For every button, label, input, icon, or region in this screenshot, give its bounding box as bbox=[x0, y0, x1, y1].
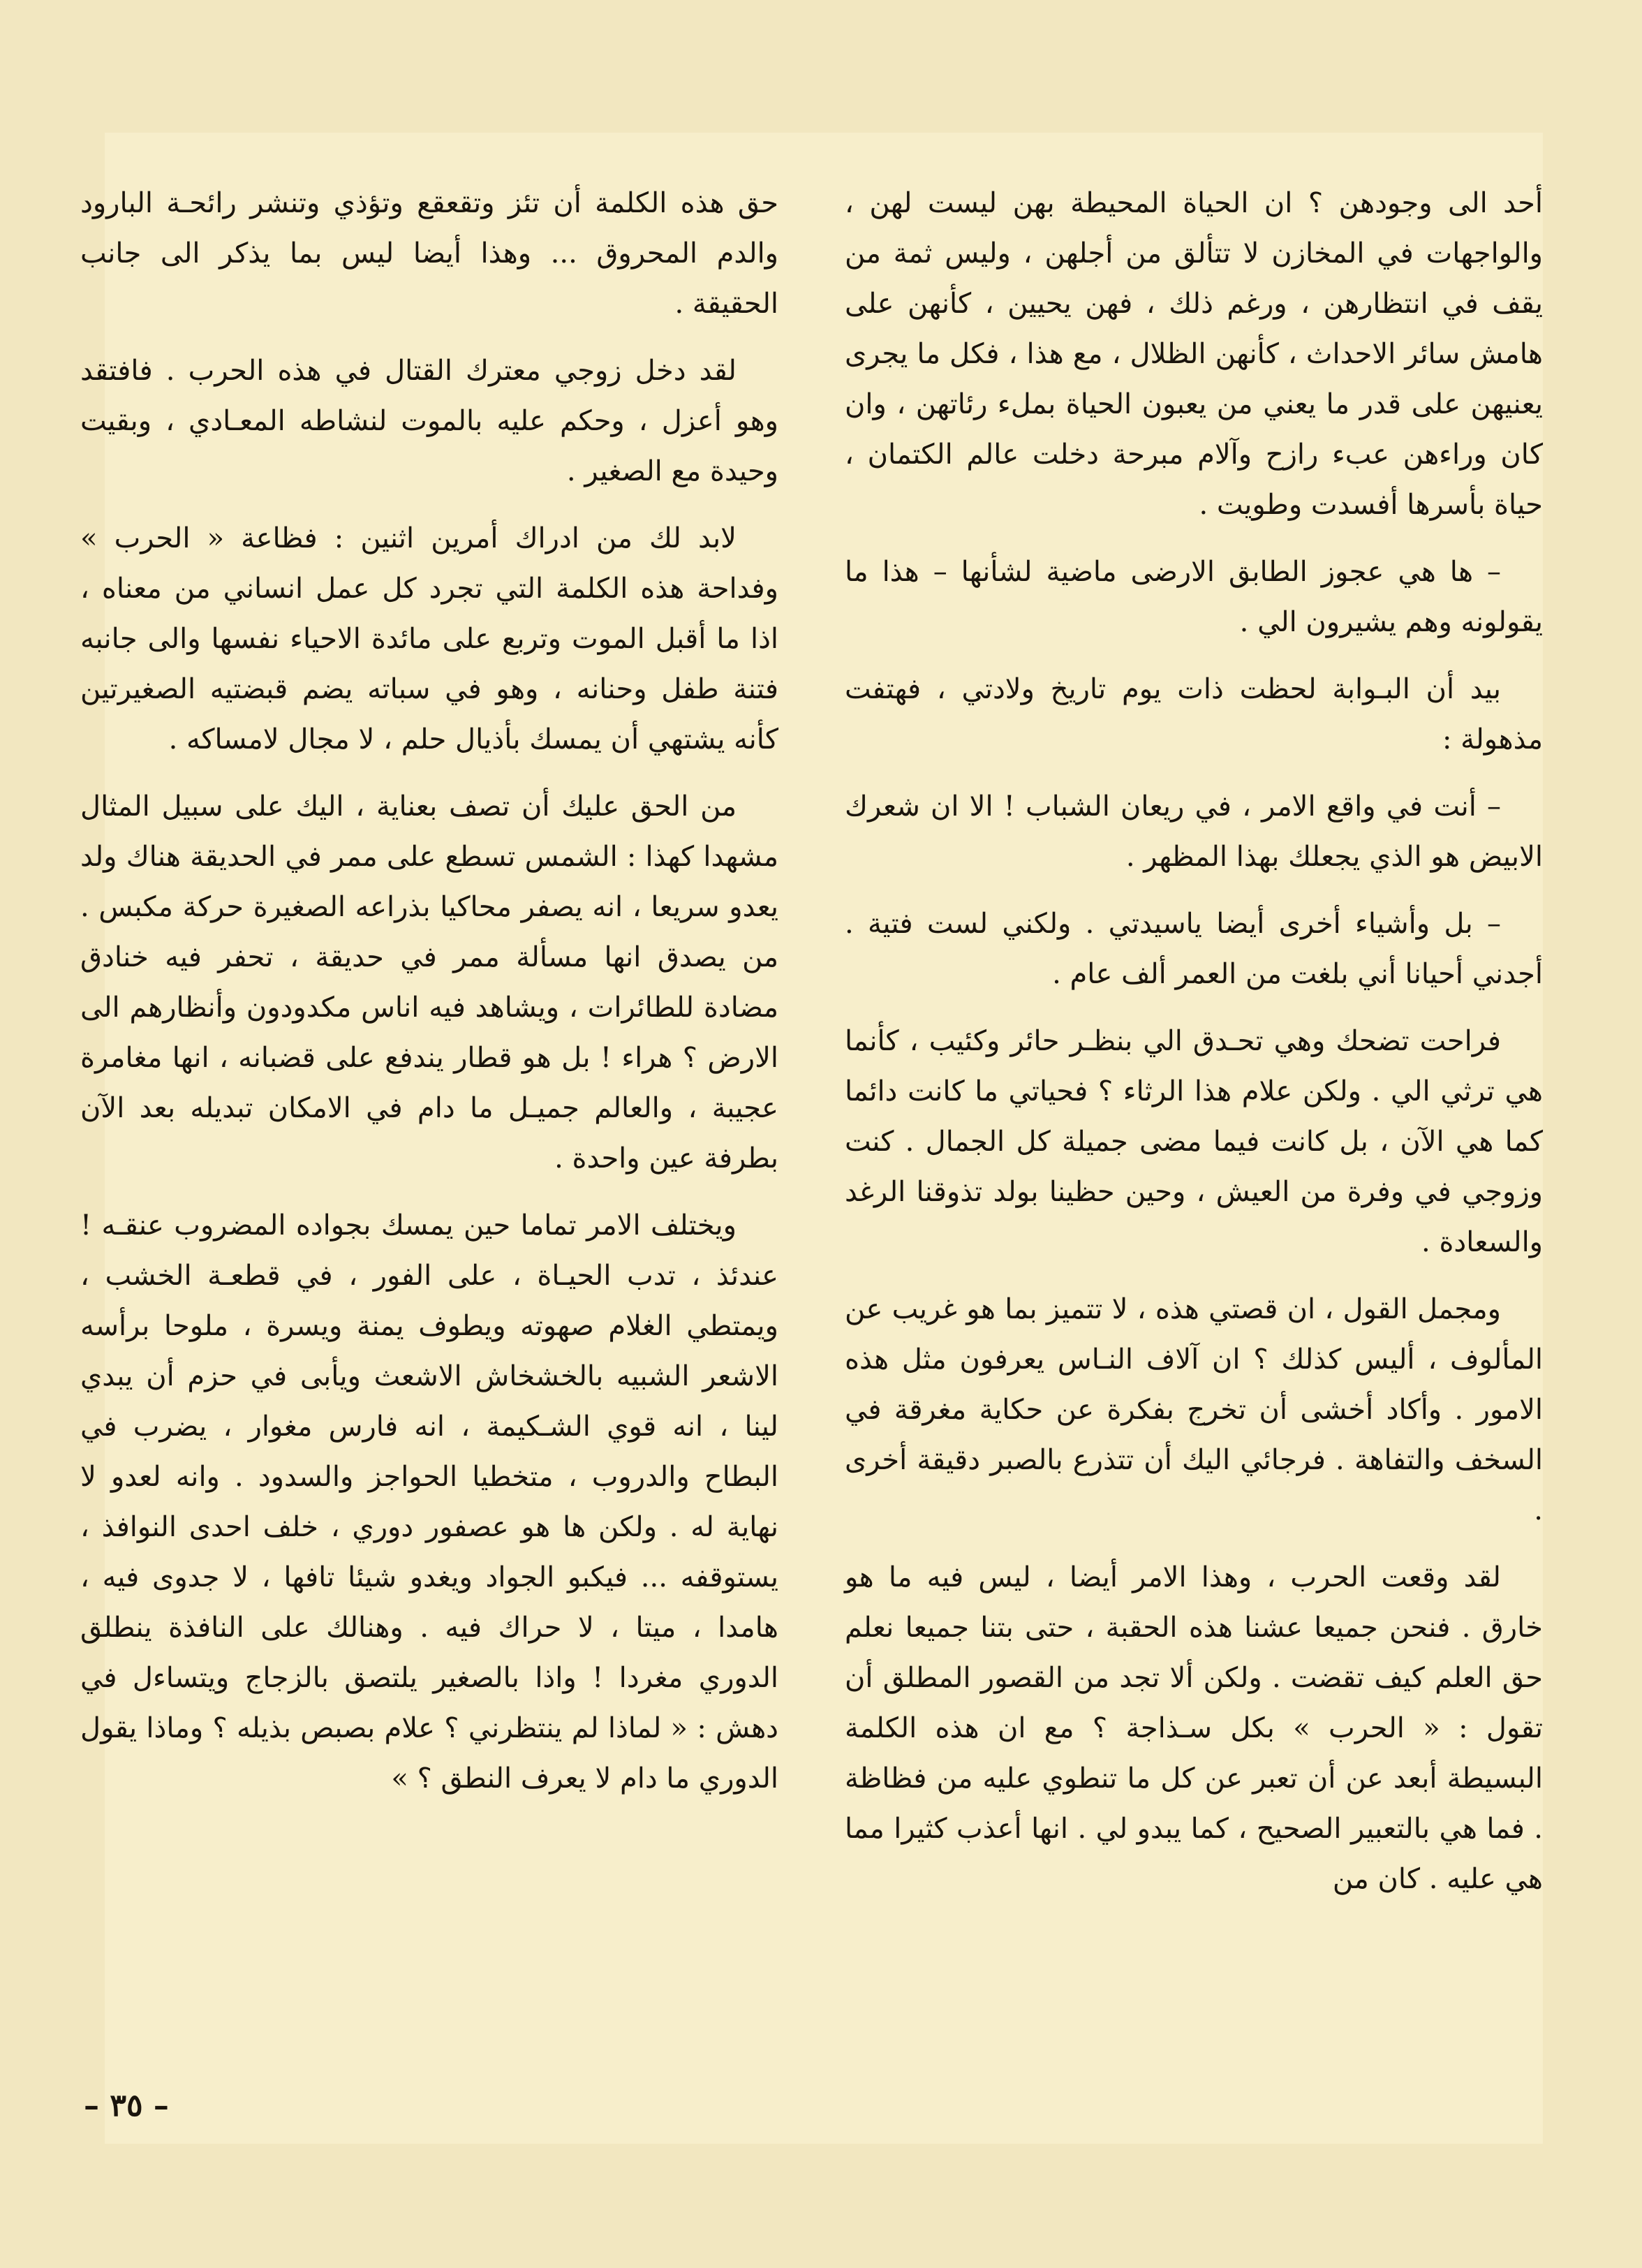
paragraph: حق هذه الكلمة أن تئز وتقعقع وتؤذي وتنشر رائحـة البارود والدم المحروق ... وهذا أيضا ليس بما يذكر الى جانب الحقيقة . bbox=[80, 187, 779, 320]
paragraph: لقد دخل زوجي معترك القتال في هذه الحرب . فافتقد وهو أعزل ، وحكم عليه بالموت لنشاطه المعـادي ، وبقيت وحيدة مع الصغير . bbox=[80, 355, 778, 487]
paragraph: بيد أن البـوابة لحظت ذات يوم تاريخ ولادتي ، فهتفت مذهولة : bbox=[845, 673, 1543, 756]
paragraph: – ها هي عجوز الطابق الارضى ماضية لشأنها – هذا ما يقولونه وهم يشيرون الي . bbox=[845, 556, 1543, 638]
paragraph: لقد وقعت الحرب ، وهذا الامر أيضا ، ليس فيه ما هو خارق . فنحن جميعا عشنا هذه الحقبة ، حتى بتنا جميعا نعلم حق العلم كيف تقضت . ولكن ألا تجد من القصور المطلق أن تقول : « الحرب » بكل سـذاجة ؟ مع ان هذه الكلمة البسيطة أبعد عن أن تعبر عن كل ما تنطوي عليه من فظاظة . فما هي بالتعبير الصحيح ، كما يبدو لي . انها أعذب كثيرا مما هي عليه . كان من bbox=[845, 1561, 1543, 1895]
page-number: – ٣٥ – bbox=[84, 2088, 169, 2123]
paragraph: – بل وأشياء أخرى أيضا ياسيدتي . ولكني لست فتية . أجدني أحيانا أني بلغت من العمر ألف عام . bbox=[845, 908, 1543, 990]
paragraph: فراحت تضحك وهي تحـدق الي بنظـر حائر وكئيب ، كأنما هي ترثي الي . ولكن علام هذا الرثاء ؟ فحياتي ما كانت دائما كما هي الآن ، بل كانت فيما مضى جميلة كل الجمال . كنت وزوجي في وفرة من العيش ، وحين حظينا بولد تذوقنا الرغد والسعادة . bbox=[845, 1025, 1543, 1258]
paragraph: لابد لك من ادراك أمرين اثنين : فظاعة « الحرب » وفداحة هذه الكلمة التي تجرد كل عمل انساني من معناه ، اذا ما أقبل الموت وتربع على مائدة الاحياء نفسها والى جانبه فتنة طفل وحنانه ، وهو في سباته يضم قبضتيه الصغيرتين كأنه يشتهي أن يمسك بأذيال حلم ، لا مجال لامساكه . bbox=[80, 522, 778, 756]
paragraph: من الحق عليك أن تصف بعناية ، اليك على سبيل المثال مشهدا كهذا : الشمس تسطع على ممر في الحديقة هناك ولد يعدو سريعا ، انه يصفر محاكيا بذراعه الصغيرة حركة مكبس . من يصدق انها مسألة ممر في حديقة ، تحفر فيه خنادق مضادة للطائرات ، ويشاهد فيه اناس مكدودون وأنظارهم الى الارض ؟ هراء ! بل هو قطار يندفع على قضبانه ، انها مغامرة عجيبة ، والعالم جميـل ما دام في الامكان تبديله بعد الآن بطرفة عين واحدة . bbox=[80, 790, 778, 1174]
paragraph: – أنت في واقع الامر ، في ريعان الشباب ! الا ان شعرك الابيض هو الذي يجعلك بهذا المظهر . bbox=[845, 790, 1543, 873]
paragraph: أحد الى وجودهن ؟ ان الحياة المحيطة بهن ليست لهن ، والواجهات في المخازن لا تتألق من أجلهن ، وليس ثمة من يقف في انتظارهن ، ورغم ذلك ، فهن يحيين ، كأنهن على هامش سائر الاحداث ، كأنهن الظلال ، مع هذا ، فكل ما يجرى يعنيهن على قدر ما يعني من يعبون الحياة بملء رئاتهن ، وان كان وراءهن عبء رازح وآلام مبرحة دخلت عالم الكتمان ، حياة بأسرها أفسدت وطويت . bbox=[845, 187, 1543, 521]
paragraph: ومجمل القول ، ان قصتي هذه ، لا تتميز بما هو غريب عن المألوف ، أليس كذلك ؟ ان آلاف النـاس يعرفون مثل هذه الامور . وأكاد أخشى أن تخرج بفكرة عن حكاية مغرقة في السخف والتفاهة . فرجائي اليك أن تتذرع بالصبر دقيقة أخرى . bbox=[845, 1293, 1543, 1526]
paragraph: ويختلف الامر تماما حين يمسك بجواده المضروب عنقـه ! عندئذ ، تدب الحيـاة ، على الفور ، في قطعـة الخشب ، ويمتطي الغلام صهوته ويطوف يمنة ويسرة ، ملوحا برأسه الاشعر الشبيه بالخشخاش الاشعث ويأبى في حزم أن يبدي لينا ، انه قوي الشـكيمة ، انه فارس مغوار ، يضرب في البطاح والدروب ، متخطيا الحواجز والسدود . وانه لعدو لا نهاية له . ولكن ها هو عصفور دوري ، خلف احدى النوافذ ، يستوقفه ... فيكبو الجواد ويغدو شيئا تافها ، لا جدوى فيه ، هامدا ، ميتا ، لا حراك فيه . وهنالك على النافذة ينطلق الدوري مغردا ! واذا بالصغير يلتصق بالزجاج ويتساءل في دهش : « لماذا لم ينتظرني ؟ علام بصبص بذيله ؟ وماذا يقول الدوري ما دام لا يعرف النطق ؟ » bbox=[80, 1209, 778, 1795]
text-column-left bbox=[80, 178, 778, 1820]
text-column-right bbox=[845, 178, 1543, 1921]
